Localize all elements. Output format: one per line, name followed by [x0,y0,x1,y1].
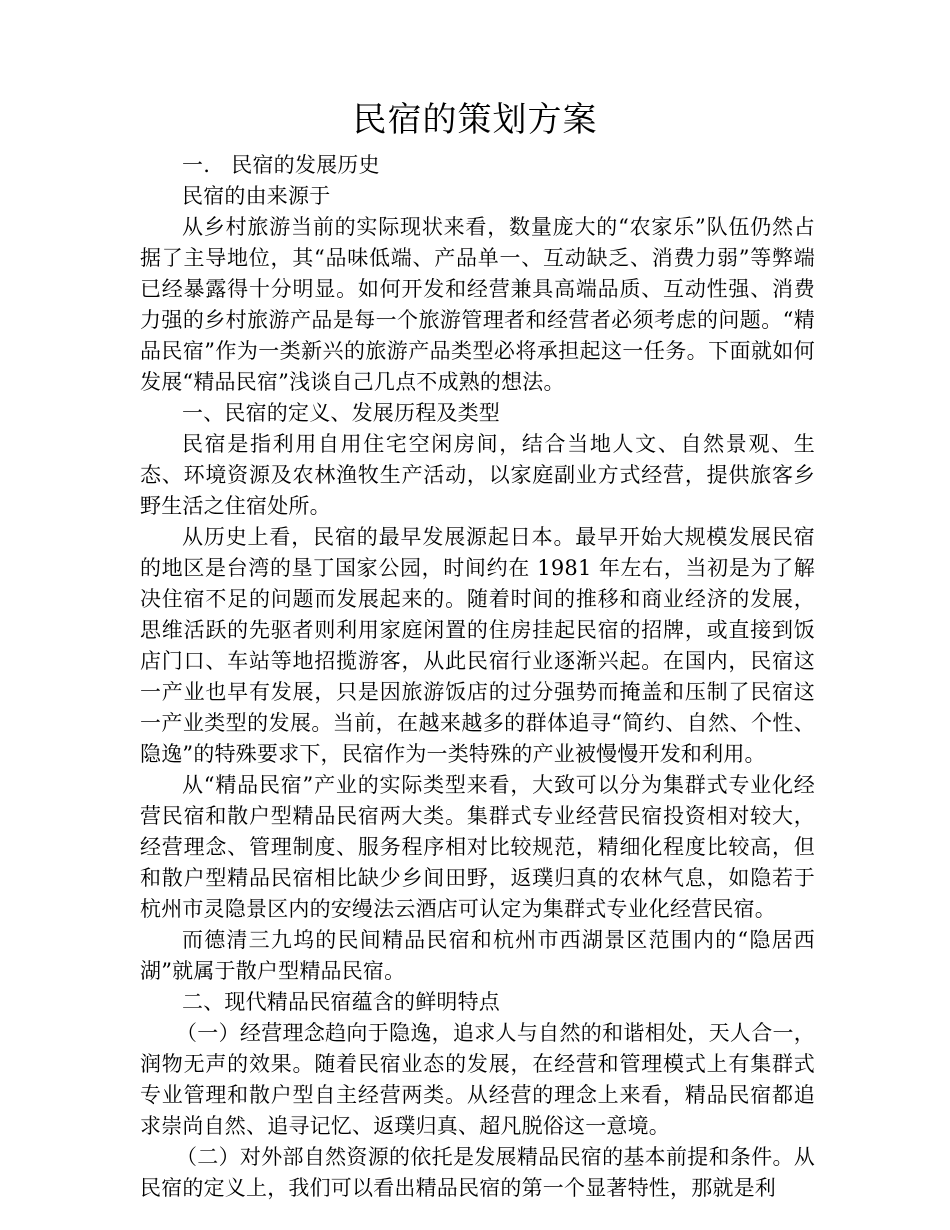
section-heading: 一、民宿的定义、发展历程及类型 [182,401,500,425]
paragraph: （一）经营理念趋向于隐逸，追求人与自然的和谐相处，天人合一，润物无声的效果。随着民宿业态的发展，在经营和管理模式上有集群式专业管理和散户型自主经营两类。从经营的理念上来看，精品民宿都追求崇尚自然、追寻记忆、返璞归真、超凡脱俗这一意境。 [140,1021,815,1138]
paragraph: 民宿是指利用自用住宅空闲房间，结合当地人文、自然景观、生态、环境资源及农林渔牧生产活动，以家庭副业方式经营，提供旅客乡野生活之住宿处所。 [140,432,815,518]
paragraph: 从乡村旅游当前的实际现状来看，数量庞大的“农家乐”队伍仍然占据了主导地位，其“品味低端、产品单一、互动缺乏、消费力弱”等弊端已经暴露得十分明显。如何开发和经营兼具高端品质、互动性强、消费力强的乡村旅游产品是每一个旅游管理者和经营者必须考虑的问题。“精品民宿”作为一类新兴的旅游产品类型必将承担起这一任务。下面就如何发展“精品民宿”浅谈自己几点不成熟的想法。 [140,215,815,394]
page-title: 民宿的策划方案 [352,100,598,140]
document-body [140,150,815,1204]
paragraph: 从历史上看，民宿的最早发展源起日本。最早开始大规模发展民宿的地区是台湾的垦丁国家公园，时间约在 1981 年左右，当初是为了解决住宿不足的问题而发展起来的。随着时间的推移和商业经济的发展，思维活跃的先驱者则利用家庭闲置的住房挂起民宿的招牌，或直接到饭店门口、车站等地招揽游客，从此民宿行业逐渐兴起。在国内，民宿这一产业也早有发展，只是因旅游饭店的过分强势而掩盖和压制了民宿这一产业类型的发展。当前，在越来越多的群体追寻“简约、自然、个性、隐逸”的特殊要求下，民宿作为一类特殊的产业被慢慢开发和利用。 [140,525,815,766]
paragraph: 而德清三九坞的民间精品民宿和杭州市西湖景区范围内的“隐居西湖”就属于散户型精品民宿。 [140,928,815,983]
section-heading: 一. 民宿的发展历史 [182,153,380,177]
paragraph: 从“精品民宿”产业的实际类型来看，大致可以分为集群式专业化经营民宿和散户型精品民宿两大类。集群式专业经营民宿投资相对较大，经营理念、管理制度、服务程序相对比较规范，精细化程度比较高，但和散户型精品民宿相比缺少乡间田野，返璞归真的农林气息，如隐若于杭州市灵隐景区内的安缦法云酒店可认定为集群式专业化经营民宿。 [140,773,815,921]
section-heading: 二、现代精品民宿蕴含的鲜明特点 [182,990,500,1014]
subheading: 民宿的由来源于 [182,184,331,208]
paragraph: （二）对外部自然资源的依托是发展精品民宿的基本前提和条件。从民宿的定义上，我们可以看出精品民宿的第一个显著特性，那就是利 [140,1145,815,1200]
